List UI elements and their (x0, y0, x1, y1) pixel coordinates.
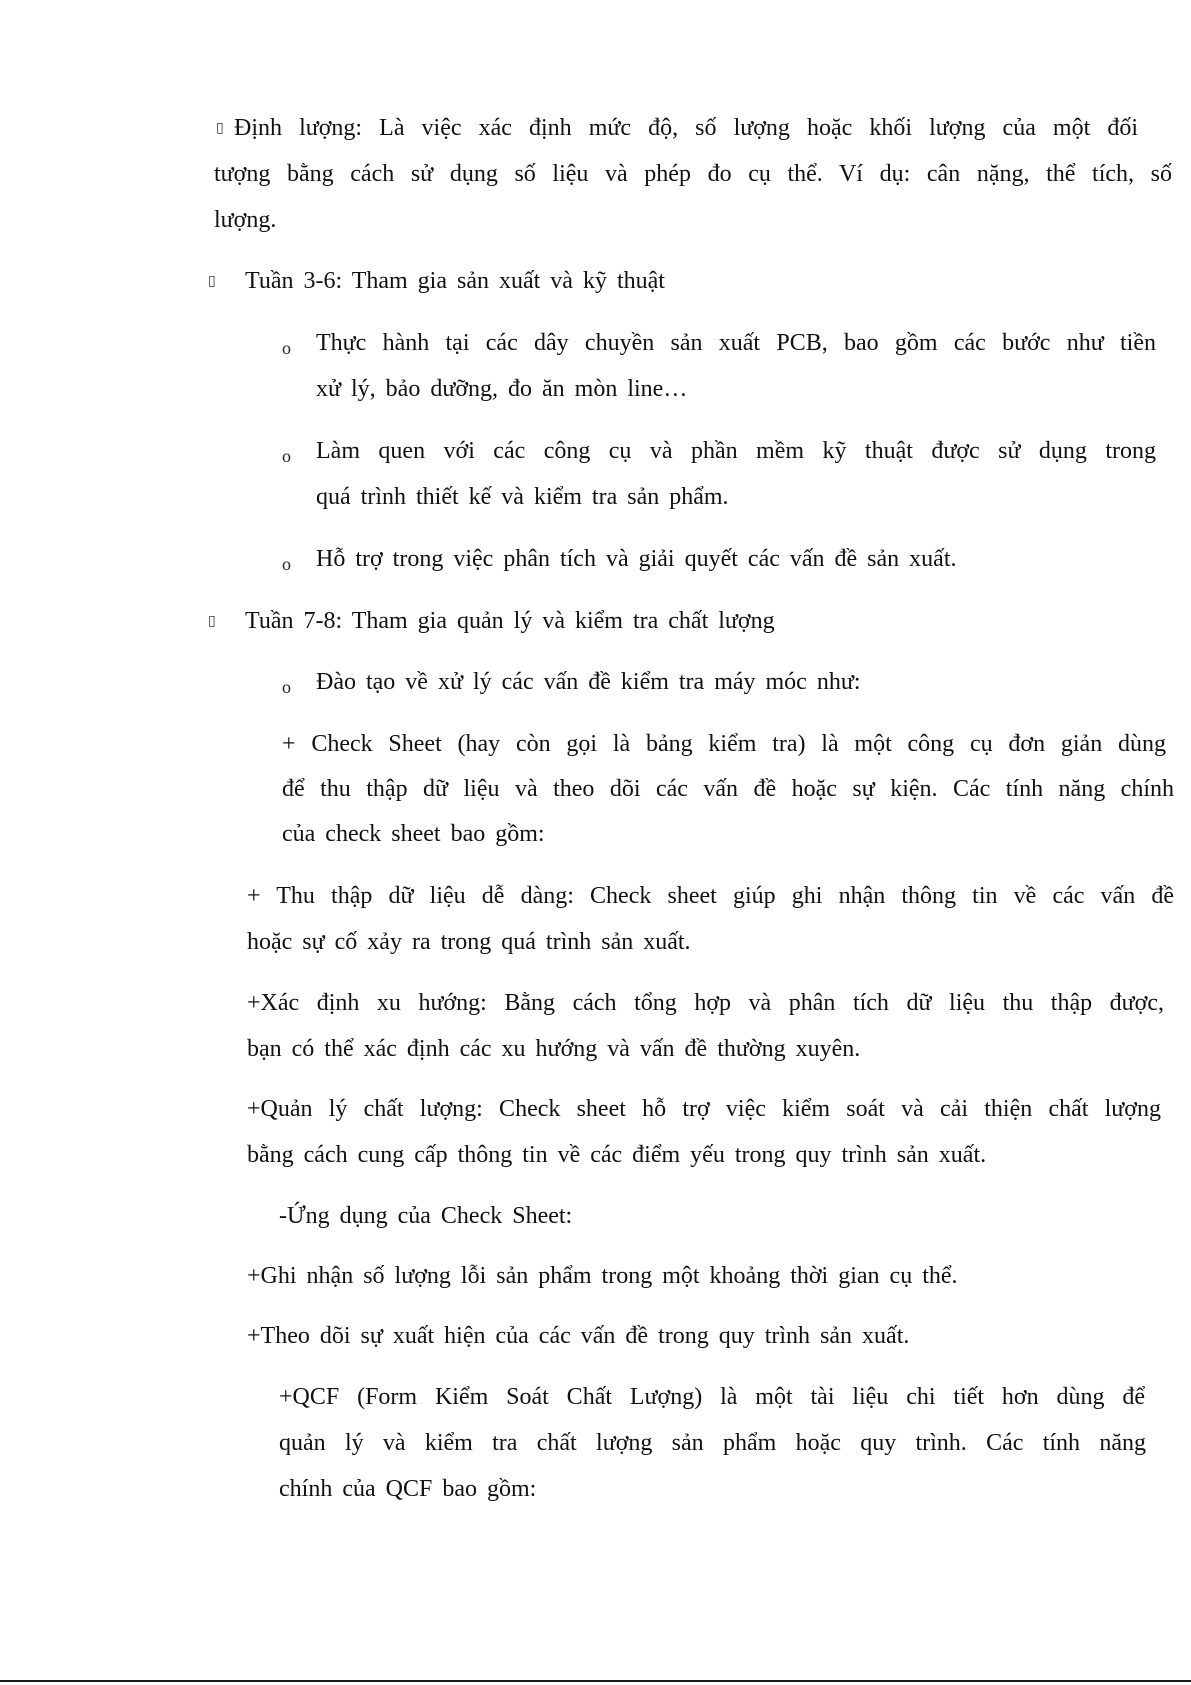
paragraph-line: tượng bằng cách sử dụng số liệu và phép đo cụ thể. Ví dụ: cân nặng, thể tích, số (214, 161, 1172, 187)
paragraph-line: Định lượng: Là việc xác định mức độ, số lượng hoặc khối lượng của một đối (234, 115, 1138, 141)
qcf-line: chính của QCF bao gồm: (279, 1476, 537, 1502)
qcf-line: +QCF (Form Kiểm Soát Chất Lượng) là một tài liệu chi tiết hơn dùng để (279, 1384, 1145, 1410)
o-bullet-icon: o (282, 446, 291, 466)
list-item-line: Hỗ trợ trong việc phân tích và giải quyết các vấn đề sản xuất. (316, 546, 957, 572)
list-item-line: Thực hành tại các dây chuyền sản xuất PCB, bao gồm các bước như tiền (316, 330, 1156, 356)
list-item-line: Đào tạo về xử lý các vấn đề kiểm tra máy móc như: (316, 669, 861, 695)
feature-line: bằng cách cung cấp thông tin về các điểm yếu trong quy trình sản xuất. (247, 1142, 987, 1168)
application-line: +Theo dõi sự xuất hiện của các vấn đề trong quy trình sản xuất. (247, 1323, 910, 1349)
list-item-line: quá trình thiết kế và kiểm tra sản phẩm. (316, 484, 729, 510)
square-bullet-icon: ▯ (208, 613, 216, 629)
application-line: +Ghi nhận số lượng lỗi sản phẩm trong một khoảng thời gian cụ thể. (247, 1263, 958, 1289)
list-item-line: Làm quen với các công cụ và phần mềm kỹ thuật được sử dụng trong (316, 438, 1156, 464)
check-sheet-line: để thu thập dữ liệu và theo dõi các vấn đề hoặc sự kiện. Các tính năng chính (282, 776, 1174, 802)
qcf-line: quản lý và kiểm tra chất lượng sản phẩm hoặc quy trình. Các tính năng (279, 1430, 1146, 1456)
check-sheet-line: + Check Sheet (hay còn gọi là bảng kiểm tra) là một công cụ đơn giản dùng (282, 731, 1166, 757)
feature-line: hoặc sự cố xảy ra trong quá trình sản xuất. (247, 929, 691, 955)
application-heading: -Ứng dụng của Check Sheet: (279, 1203, 573, 1229)
section-heading-week-7-8: Tuần 7-8: Tham gia quản lý và kiểm tra chất lượng (245, 608, 775, 634)
square-bullet-icon: ▯ (208, 273, 216, 289)
list-item-line: xử lý, bảo dưỡng, đo ăn mòn line… (316, 376, 688, 402)
paragraph-line: lượng. (214, 207, 277, 233)
section-heading-week-3-6: Tuần 3-6: Tham gia sản xuất và kỹ thuật (245, 268, 665, 294)
square-bullet-icon: ▯ (216, 120, 224, 136)
feature-line: + Thu thập dữ liệu dễ dàng: Check sheet giúp ghi nhận thông tin về các vấn đề (247, 883, 1174, 909)
feature-line: +Quản lý chất lượng: Check sheet hỗ trợ việc kiểm soát và cải thiện chất lượng (247, 1096, 1161, 1122)
o-bullet-icon: o (282, 554, 291, 574)
page-bottom-divider (0, 1680, 1191, 1682)
o-bullet-icon: o (282, 677, 291, 697)
o-bullet-icon: o (282, 338, 291, 358)
check-sheet-line: của check sheet bao gồm: (282, 821, 545, 847)
feature-line: bạn có thể xác định các xu hướng và vấn đề thường xuyên. (247, 1036, 861, 1062)
feature-line: +Xác định xu hướng: Bằng cách tổng hợp và phân tích dữ liệu thu thập được, (247, 990, 1164, 1016)
